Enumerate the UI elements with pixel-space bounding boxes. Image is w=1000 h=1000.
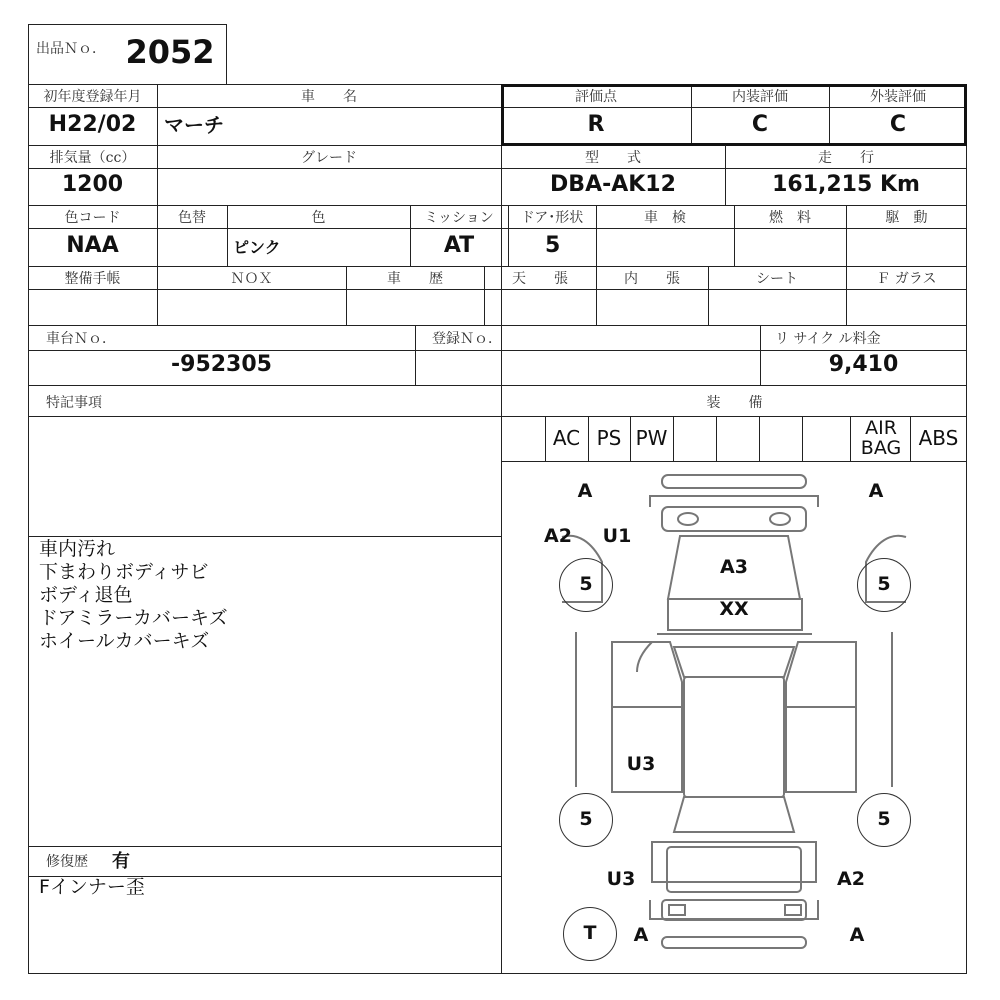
first-reg-value: H22/02 [48, 112, 137, 137]
chassis-value: -952305 [171, 352, 272, 377]
inspection-label: 車 検 [644, 210, 686, 226]
color-value: ピンク [233, 238, 281, 257]
lot-label: 出品Ｎｏ． [36, 41, 106, 57]
displacement-label: 排気量（cc） [49, 150, 136, 166]
transmission-value: AT [443, 233, 475, 258]
tire-front-right: 5 [857, 558, 911, 612]
transmission-label: ミッション [424, 210, 494, 226]
repaint-label: 色替 [178, 210, 206, 226]
color-code-value: NAA [66, 233, 119, 258]
nox-label: ＮＯＸ [230, 271, 273, 287]
mileage-value: 161,215 Km [772, 172, 920, 197]
recycle-value: 9,410 [828, 352, 899, 377]
drive-label: 駆 動 [885, 210, 928, 226]
rule [802, 416, 803, 462]
tire-spare: T [563, 907, 617, 961]
note-line: ドアミラーカバーキズ [39, 607, 228, 629]
equipment-abs: ABS [918, 426, 959, 450]
first-reg-label: 初年度登録年月 [43, 89, 142, 105]
doors-value: 5 [545, 233, 561, 258]
score-value: R [587, 112, 605, 137]
rule [28, 536, 502, 537]
score-label: 評価点 [575, 89, 617, 105]
fglass-label: Ｆ ガラス [876, 271, 937, 287]
equipment-ac: AC [552, 426, 581, 450]
service-book-label: 整備手帳 [64, 271, 121, 287]
mark-left-door: U3 [626, 753, 656, 775]
color-code-label: 色コード [64, 210, 121, 226]
rule [28, 266, 967, 267]
note-line: ボディ退色 [39, 584, 133, 606]
mark-windshield-1: A3 [720, 556, 748, 578]
mark-rear-bumper-left: A [633, 924, 649, 946]
interior-value: C [751, 112, 769, 137]
roof-label: 天 張 [512, 271, 568, 287]
tire-rear-right: 5 [857, 793, 911, 847]
mark-rear-right: A2 [837, 868, 865, 890]
rule [28, 168, 967, 169]
equipment-ps: PS [596, 426, 622, 450]
equipment-label: 装 備 [706, 395, 763, 411]
repair-value: 有 [112, 851, 130, 872]
car-name-label: 車 名 [301, 89, 357, 105]
mileage-label: 走 行 [818, 150, 874, 166]
mark-front-left: A [577, 480, 593, 502]
model-label: 型 式 [585, 150, 641, 166]
rule [28, 416, 967, 417]
car-name-value: マーチ [164, 113, 224, 137]
tire-front-left: 5 [559, 558, 613, 612]
mark-rear-left: U3 [606, 868, 636, 890]
lot-number: 2052 [125, 33, 215, 71]
doors-label: ドア･形状 [520, 210, 584, 226]
exterior-label: 外装評価 [870, 89, 926, 105]
registration-label: 登録Ｎｏ． [432, 331, 502, 347]
interior-trim-label: 内 張 [624, 271, 680, 287]
mark-hood-left: U1 [602, 525, 632, 547]
mark-rear-bumper-right: A [849, 924, 865, 946]
note-line: 下まわりボディサビ [39, 561, 209, 583]
rule [759, 416, 760, 462]
rule [28, 385, 967, 386]
mark-windshield-2: XX [719, 598, 749, 620]
recycle-label: リ サイク ル料金 [775, 331, 881, 347]
exterior-value: C [889, 112, 907, 137]
model-value: DBA-AK12 [550, 172, 676, 197]
notes-label: 特記事項 [46, 395, 102, 411]
rule [673, 416, 674, 462]
rule [28, 205, 967, 206]
rule [28, 350, 967, 351]
chassis-label: 車台Ｎｏ． [46, 331, 116, 347]
seat-label: シート [756, 271, 798, 287]
history-label: 車 歴 [387, 271, 443, 287]
repair-label: 修復歴 [46, 854, 88, 870]
rule [28, 325, 967, 326]
interior-label: 内装評価 [732, 89, 788, 105]
rule [415, 325, 416, 386]
rule [28, 846, 502, 847]
displacement-value: 1200 [61, 172, 124, 197]
mark-front-right: A [868, 480, 884, 502]
rule [28, 289, 967, 290]
equipment-pw: PW [635, 426, 668, 450]
note-line: 車内汚れ [39, 538, 116, 560]
rule [716, 416, 717, 462]
rule [28, 228, 967, 229]
mark-front-left-fender: A2 [544, 525, 572, 547]
fuel-label: 燃 料 [769, 210, 811, 226]
tire-rear-left: 5 [559, 793, 613, 847]
grade-label: グレード [301, 150, 357, 166]
color-label: 色 [311, 210, 326, 226]
note-line: ホイールカバーキズ [39, 630, 210, 652]
equipment-airbag: AIR BAG [860, 417, 902, 459]
rule [850, 416, 851, 462]
repair-line: Fインナー歪 [39, 876, 145, 898]
